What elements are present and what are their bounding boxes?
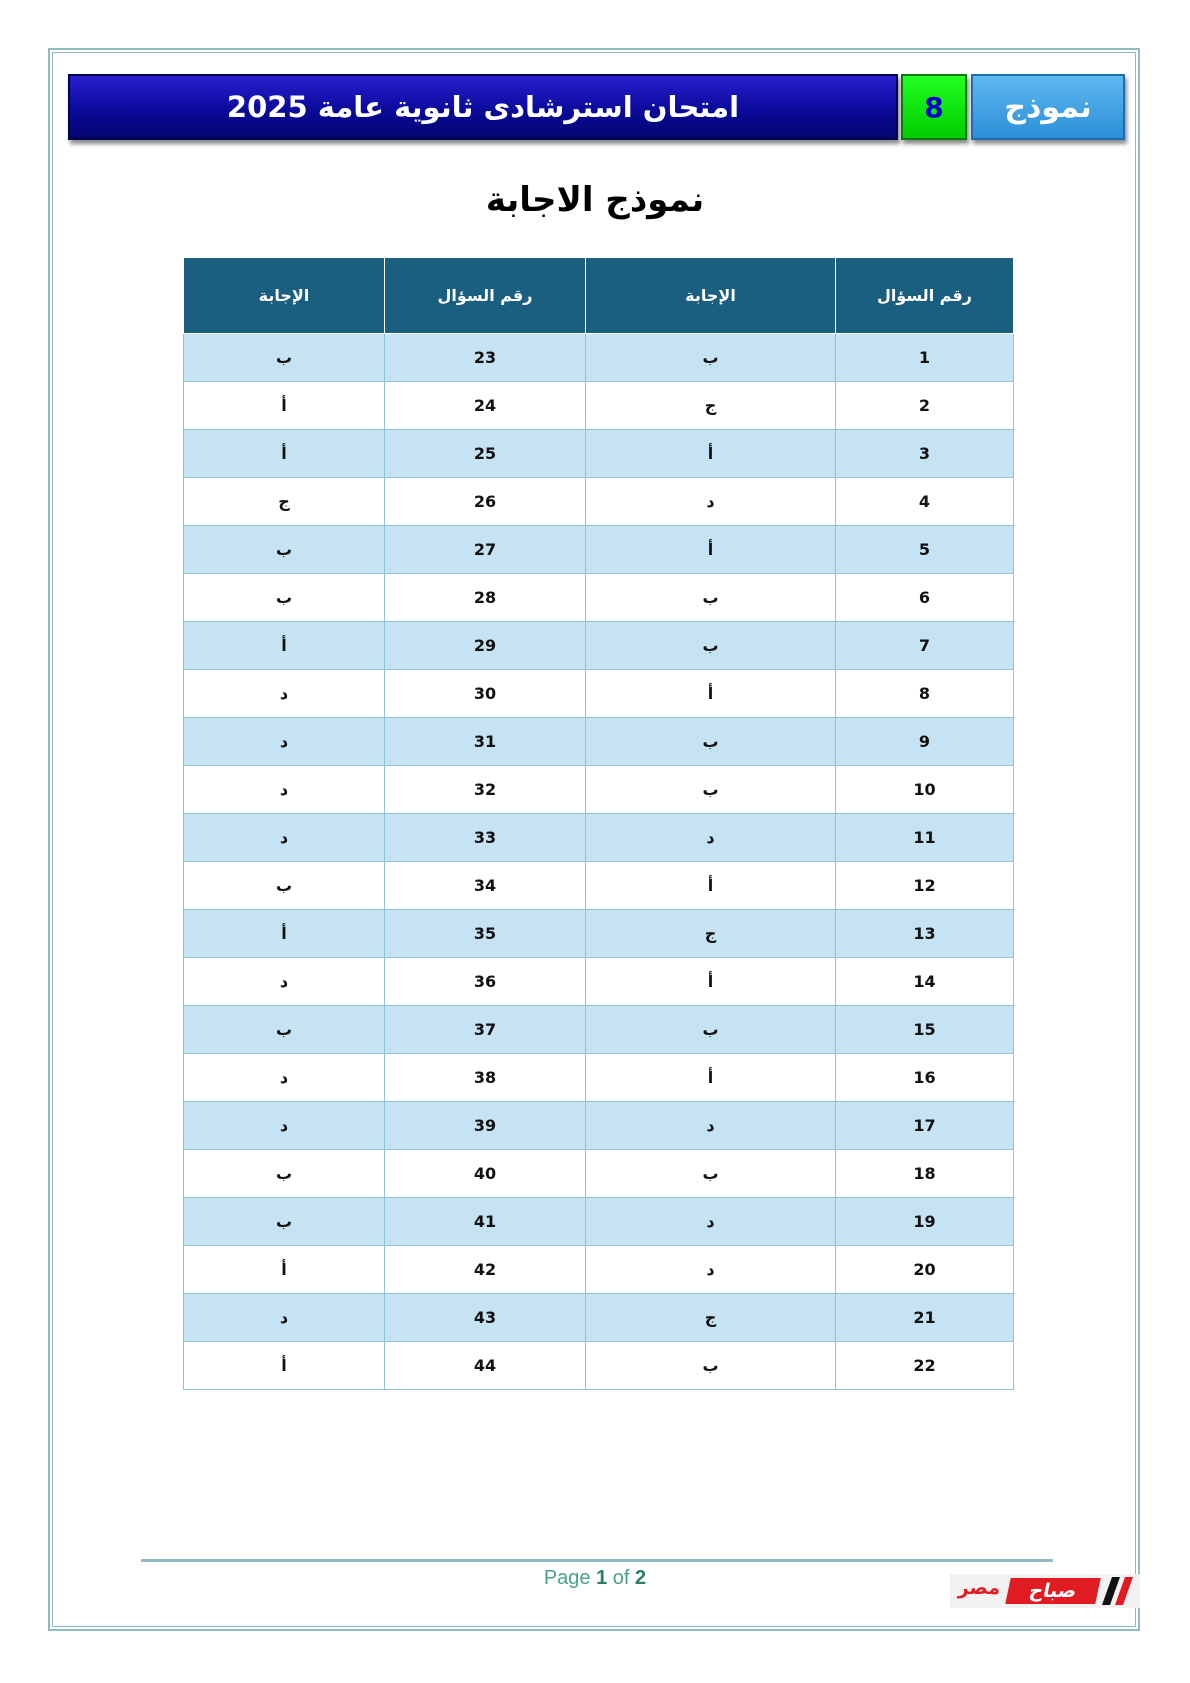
table-row: [184, 670, 1014, 718]
answer-cell: د: [184, 1294, 385, 1342]
question-number-cell: 15: [836, 1006, 1014, 1054]
answer-cell: ب: [586, 1342, 836, 1390]
table-row: [184, 718, 1014, 766]
question-number-cell: 12: [836, 862, 1014, 910]
question-number-cell: 20: [836, 1246, 1014, 1294]
question-number-cell: 42: [385, 1246, 586, 1294]
table-row: [184, 814, 1014, 862]
answer-cell: ب: [586, 334, 836, 382]
answer-cell: د: [184, 718, 385, 766]
question-number-cell: 14: [836, 958, 1014, 1006]
header-question-number: رقم السؤال: [385, 258, 586, 334]
answer-cell: أ: [586, 958, 836, 1006]
table-row: [184, 958, 1014, 1006]
answer-cell: أ: [184, 910, 385, 958]
question-number-cell: 8: [836, 670, 1014, 718]
table-row: [184, 478, 1014, 526]
table-row: [184, 1342, 1014, 1390]
question-number-cell: 36: [385, 958, 586, 1006]
question-number-cell: 19: [836, 1198, 1014, 1246]
header-answer: الإجابة: [586, 258, 836, 334]
answer-cell: د: [184, 670, 385, 718]
question-number-cell: 2: [836, 382, 1014, 430]
answer-cell: ب: [586, 622, 836, 670]
answer-cell: أ: [586, 670, 836, 718]
model-number: 8: [901, 74, 967, 140]
answer-cell: أ: [184, 430, 385, 478]
question-number-cell: 13: [836, 910, 1014, 958]
question-number-cell: 18: [836, 1150, 1014, 1198]
brand-masr: مصر: [957, 1577, 1000, 1599]
question-number-cell: 23: [385, 334, 586, 382]
page-current: 1: [596, 1567, 608, 1589]
question-number-cell: 41: [385, 1198, 586, 1246]
answer-cell: ب: [184, 1006, 385, 1054]
question-number-cell: 34: [385, 862, 586, 910]
answer-table: [183, 257, 1014, 1390]
brand-logo: [950, 1574, 1140, 1608]
answer-cell: ج: [184, 478, 385, 526]
question-number-cell: 26: [385, 478, 586, 526]
header-question-number: رقم السؤال: [836, 258, 1014, 334]
question-number-cell: 43: [385, 1294, 586, 1342]
answer-cell: د: [586, 814, 836, 862]
question-number-cell: 6: [836, 574, 1014, 622]
table-row: [184, 910, 1014, 958]
question-number-cell: 7: [836, 622, 1014, 670]
answer-cell: ب: [184, 334, 385, 382]
table-row: [184, 766, 1014, 814]
table-row: [184, 334, 1014, 382]
question-number-cell: 4: [836, 478, 1014, 526]
header-banner: [68, 74, 1126, 144]
answer-cell: د: [184, 814, 385, 862]
question-number-cell: 30: [385, 670, 586, 718]
question-number-cell: 28: [385, 574, 586, 622]
answer-cell: ب: [586, 718, 836, 766]
answer-cell: أ: [184, 1246, 385, 1294]
table-row: [184, 1198, 1014, 1246]
answer-cell: ب: [184, 574, 385, 622]
brand-sabah: صباح: [1005, 1578, 1101, 1604]
question-number-cell: 11: [836, 814, 1014, 862]
answer-cell: أ: [184, 622, 385, 670]
answer-cell: د: [586, 1102, 836, 1150]
table-row: [184, 1294, 1014, 1342]
question-number-cell: 3: [836, 430, 1014, 478]
answer-cell: أ: [586, 862, 836, 910]
table-row: [184, 1006, 1014, 1054]
question-number-cell: 17: [836, 1102, 1014, 1150]
answer-cell: أ: [586, 526, 836, 574]
answer-cell: ب: [184, 862, 385, 910]
answer-cell: ب: [586, 574, 836, 622]
table-row: [184, 382, 1014, 430]
question-number-cell: 5: [836, 526, 1014, 574]
question-number-cell: 39: [385, 1102, 586, 1150]
page-prefix: Page: [543, 1567, 591, 1589]
question-number-cell: 38: [385, 1054, 586, 1102]
question-number-cell: 35: [385, 910, 586, 958]
answer-cell: أ: [184, 1342, 385, 1390]
question-number-cell: 21: [836, 1294, 1014, 1342]
table-row: [184, 1150, 1014, 1198]
question-number-cell: 44: [385, 1342, 586, 1390]
answer-cell: ج: [586, 382, 836, 430]
question-number-cell: 16: [836, 1054, 1014, 1102]
table-header-row: [184, 258, 1014, 334]
question-number-cell: 9: [836, 718, 1014, 766]
table-body: [184, 334, 1014, 1390]
page-title: نموذج الاجابة: [485, 180, 705, 220]
question-number-cell: 25: [385, 430, 586, 478]
table-row: [184, 862, 1014, 910]
answer-cell: ب: [184, 1150, 385, 1198]
question-number-cell: 37: [385, 1006, 586, 1054]
answer-cell: أ: [184, 382, 385, 430]
header-answer: الإجابة: [184, 258, 385, 334]
footer-divider: [141, 1559, 1053, 1562]
question-number-cell: 40: [385, 1150, 586, 1198]
answer-cell: د: [184, 1102, 385, 1150]
answer-cell: د: [184, 958, 385, 1006]
question-number-cell: 10: [836, 766, 1014, 814]
table-row: [184, 1102, 1014, 1150]
page-total: 2: [635, 1567, 647, 1589]
answer-cell: د: [586, 1198, 836, 1246]
table-row: [184, 526, 1014, 574]
question-number-cell: 29: [385, 622, 586, 670]
model-label: نموذج: [971, 74, 1125, 140]
answer-cell: ب: [184, 526, 385, 574]
brand-slash-icon: [1098, 1577, 1134, 1605]
table-row: [184, 574, 1014, 622]
table-row: [184, 430, 1014, 478]
answer-cell: ب: [184, 1198, 385, 1246]
question-number-cell: 27: [385, 526, 586, 574]
question-number-cell: 24: [385, 382, 586, 430]
answer-cell: د: [586, 478, 836, 526]
question-number-cell: 31: [385, 718, 586, 766]
answer-cell: ب: [586, 766, 836, 814]
answer-cell: أ: [586, 1054, 836, 1102]
table-row: [184, 622, 1014, 670]
answer-cell: ج: [586, 1294, 836, 1342]
answer-cell: د: [586, 1246, 836, 1294]
question-number-cell: 33: [385, 814, 586, 862]
answer-cell: د: [184, 766, 385, 814]
page-of: of: [612, 1567, 630, 1589]
answer-cell: د: [184, 1054, 385, 1102]
answer-cell: ج: [586, 910, 836, 958]
question-number-cell: 22: [836, 1342, 1014, 1390]
exam-title: امتحان استرشادى ثانوية عامة 2025: [68, 74, 898, 140]
table-row: [184, 1246, 1014, 1294]
answer-cell: ب: [586, 1150, 836, 1198]
answer-cell: ب: [586, 1006, 836, 1054]
table-row: [184, 1054, 1014, 1102]
question-number-cell: 1: [836, 334, 1014, 382]
question-number-cell: 32: [385, 766, 586, 814]
answer-cell: أ: [586, 430, 836, 478]
